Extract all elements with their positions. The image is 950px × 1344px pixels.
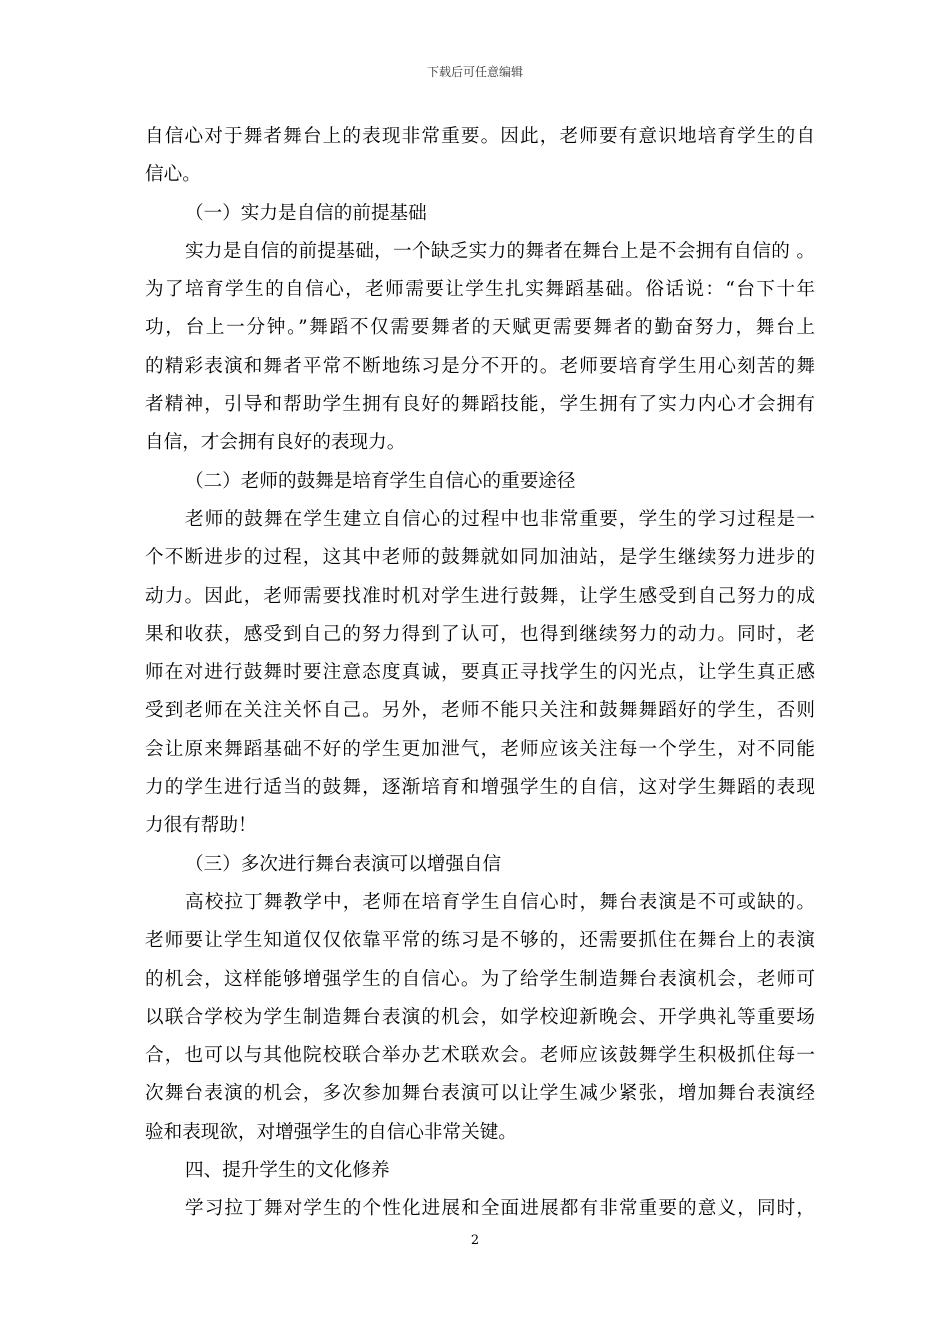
text-line: 者精神，引导和帮助学生拥有良好的舞蹈技能，学生拥有了实力内心才会拥有 [145, 394, 815, 416]
section-heading: （一）实力是自信的前提基础 [185, 202, 427, 224]
text-line: 功，台上一分钟。”舞蹈不仅需要舞者的天赋更需要舞者的勤奋努力，舞台上 [145, 317, 815, 339]
text-line: 验和表现欲，对增强学生的自信心非常关键。 [145, 1121, 517, 1143]
page-number: 2 [470, 1233, 480, 1248]
text-line: 果和收获，感受到自己的努力得到了认可，也得到继续努力的动力。同时，老 [145, 623, 815, 645]
text-line: 信心。 [145, 164, 201, 186]
text-line: 合，也可以与其他院校联合举办艺术联欢会。老师应该鼓舞学生积极抓住每一 [145, 1045, 815, 1067]
text-line: 个不断进步的过程，这其中老师的鼓舞就如同加油站，是学生继续努力进步的 [145, 547, 815, 569]
text-line: 自信，才会拥有良好的表现力。 [145, 432, 406, 454]
text-line: 会让原来舞蹈基础不好的学生更加泄气，老师应该关注每一个学生，对不同能 [145, 738, 815, 760]
text-line: 老师的鼓舞在学生建立自信心的过程中也非常重要，学生的学习过程是一 [185, 508, 815, 530]
text-line: 老师要让学生知道仅仅依靠平常的练习是不够的，还需要抓住在舞台上的表演 [145, 930, 815, 952]
section-heading: 四、提升学生的文化修养 [185, 1160, 390, 1182]
text-line: 的机会，这样能够增强学生的自信心。为了给学生制造舞台表演机会，老师可 [145, 968, 815, 990]
text-line: 以联合学校为学生制造舞台表演的机会，如学校迎新晚会、开学典礼等重要场 [145, 1006, 815, 1028]
section-heading: （二）老师的鼓舞是培育学生自信心的重要途径 [185, 470, 576, 492]
text-line: 力很有帮助！ [145, 815, 257, 837]
text-line: 高校拉丁舞教学中，老师在培育学生自信心时，舞台表演是不可或缺的。 [185, 891, 815, 913]
text-line: 师在对进行鼓舞时要注意态度真诚，要真正寻找学生的闪光点，让学生真正感 [145, 662, 815, 684]
text-line: 次舞台表演的机会，多次参加舞台表演可以让学生减少紧张，增加舞台表演经 [145, 1083, 815, 1105]
text-line: 动力。因此，老师需要找准时机对学生进行鼓舞，让学生感受到自己努力的成 [145, 585, 815, 607]
text-line: 实力是自信的前提基础，一个缺乏实力的舞者在舞台上是不会拥有自信的 。 [185, 240, 815, 262]
text-line: 受到老师在关注关怀自己。另外，老师不能只关注和鼓舞舞蹈好的学生，否则 [145, 700, 815, 722]
text-line: 自信心对于舞者舞台上的表现非常重要。因此，老师要有意识地培育学生的自 [145, 126, 815, 147]
text-line: 力的学生进行适当的鼓舞，逐渐培育和增强学生的自信，这对学生舞蹈的表现 [145, 777, 815, 799]
text-line: 为了培育学生的自信心，老师需要让学生扎实舞蹈基础。俗话说：“台下十年 [145, 279, 815, 301]
section-heading: （三）多次进行舞台表演可以增强自信 [185, 853, 502, 875]
page-header: 下载后可任意编辑 [426, 65, 523, 79]
text-line: 学习拉丁舞对学生的个性化进展和全面进展都有非常重要的意义，同时， [185, 1198, 815, 1220]
text-line: 的精彩表演和舞者平常不断地练习是分不开的。老师要培育学生用心刻苦的舞 [145, 355, 815, 377]
document-body [145, 118, 815, 1229]
